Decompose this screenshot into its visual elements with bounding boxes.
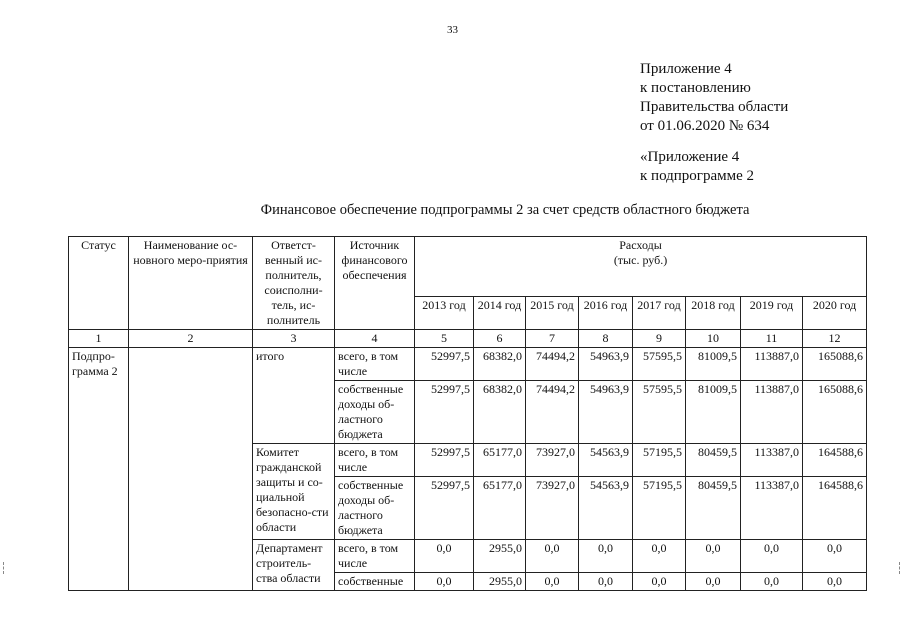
- table-body: [69, 348, 867, 591]
- expense-value-cell: 0,0: [526, 573, 579, 591]
- expense-value-cell: 0,0: [803, 573, 867, 591]
- column-number: 9: [633, 330, 686, 348]
- expense-value-cell: 0,0: [415, 573, 474, 591]
- executor-cell: Департамент строитель-ства области: [253, 540, 335, 591]
- column-number: 8: [579, 330, 633, 348]
- header-status: Статус: [69, 237, 129, 330]
- expense-value-cell: 57595,5: [633, 381, 686, 444]
- header-year: 2017 год: [633, 297, 686, 330]
- expense-value-cell: 54563,9: [579, 477, 633, 540]
- expense-value-cell: 74494,2: [526, 348, 579, 381]
- header-year: 2016 год: [579, 297, 633, 330]
- appendix-line: к постановлению: [640, 80, 751, 96]
- expense-value-cell: 81009,5: [686, 348, 741, 381]
- expense-value-cell: 65177,0: [474, 444, 526, 477]
- expense-value-cell: 165088,6: [803, 348, 867, 381]
- header-year: 2018 год: [686, 297, 741, 330]
- header-year: 2013 год: [415, 297, 474, 330]
- financing-table: [68, 236, 867, 591]
- expense-value-cell: 52997,5: [415, 477, 474, 540]
- expense-value-cell: 0,0: [741, 573, 803, 591]
- column-number: 5: [415, 330, 474, 348]
- column-number: 11: [741, 330, 803, 348]
- expense-value-cell: 0,0: [686, 540, 741, 573]
- expense-value-cell: 54563,9: [579, 444, 633, 477]
- header-year: 2014 год: [474, 297, 526, 330]
- table-row: [69, 348, 867, 381]
- expense-value-cell: 0,0: [415, 540, 474, 573]
- header-expenses-label: Расходы: [619, 238, 662, 252]
- header-year: 2015 год: [526, 297, 579, 330]
- funding-source-cell: собственные: [335, 573, 415, 591]
- appendix-line: Приложение 4: [640, 61, 732, 77]
- column-number: 4: [335, 330, 415, 348]
- expense-value-cell: 54963,9: [579, 381, 633, 444]
- header-activity-name: Наименование ос-новного меро-приятия: [129, 237, 253, 330]
- expense-value-cell: 73927,0: [526, 444, 579, 477]
- scan-edge-mark: [3, 562, 5, 574]
- header-year: 2020 год: [803, 297, 867, 330]
- expense-value-cell: 52997,5: [415, 348, 474, 381]
- column-number: 1: [69, 330, 129, 348]
- expense-value-cell: 52997,5: [415, 381, 474, 444]
- expense-value-cell: 57595,5: [633, 348, 686, 381]
- expense-value-cell: 113887,0: [741, 348, 803, 381]
- activity-name-cell: [129, 348, 253, 591]
- expense-value-cell: 81009,5: [686, 381, 741, 444]
- appendix-line: Правительства области: [640, 99, 789, 115]
- subprogram-appendix-block: [640, 148, 754, 186]
- funding-source-cell: всего, в том числе: [335, 540, 415, 573]
- expense-value-cell: 52997,5: [415, 444, 474, 477]
- expense-value-cell: 0,0: [633, 573, 686, 591]
- expense-value-cell: 0,0: [633, 540, 686, 573]
- column-number: 7: [526, 330, 579, 348]
- executor-cell: итого: [253, 348, 335, 444]
- expense-value-cell: 113887,0: [741, 381, 803, 444]
- header-expenses-unit: (тыс. руб.): [613, 253, 668, 267]
- document-title: Финансовое обеспечение подпрограммы 2 за счет средств областного бюджета: [260, 202, 750, 218]
- expense-value-cell: 68382,0: [474, 348, 526, 381]
- column-number-row: [69, 330, 867, 348]
- appendix-line: к подпрограмме 2: [640, 168, 754, 184]
- expense-value-cell: 0,0: [741, 540, 803, 573]
- appendix-line: «Приложение 4: [640, 149, 740, 165]
- expense-value-cell: 165088,6: [803, 381, 867, 444]
- expense-value-cell: 68382,0: [474, 381, 526, 444]
- expense-value-cell: 0,0: [579, 573, 633, 591]
- expense-value-cell: 74494,2: [526, 381, 579, 444]
- column-number: 2: [129, 330, 253, 348]
- expense-value-cell: 113387,0: [741, 444, 803, 477]
- expense-value-cell: 0,0: [526, 540, 579, 573]
- expense-value-cell: 57195,5: [633, 477, 686, 540]
- header-year: 2019 год: [741, 297, 803, 330]
- column-number: 3: [253, 330, 335, 348]
- funding-source-cell: собственные доходы об-ластного бюджета: [335, 477, 415, 540]
- column-number: 10: [686, 330, 741, 348]
- executor-cell: Комитет гражданской защиты и со-циальной безопасно-сти области: [253, 444, 335, 540]
- expense-value-cell: 54963,9: [579, 348, 633, 381]
- expense-value-cell: 0,0: [579, 540, 633, 573]
- expense-value-cell: 57195,5: [633, 444, 686, 477]
- status-cell: Подпро-грамма 2: [69, 348, 129, 591]
- header-executor: Ответст-венный ис-полнитель, соисполни-тель, ис-полнитель: [253, 237, 335, 330]
- header-funding-source: Источник финансового обеспечения: [335, 237, 415, 330]
- expense-value-cell: 73927,0: [526, 477, 579, 540]
- expense-value-cell: 113387,0: [741, 477, 803, 540]
- expense-value-cell: 80459,5: [686, 477, 741, 540]
- page-number: 33: [447, 24, 458, 36]
- funding-source-cell: собственные доходы об-ластного бюджета: [335, 381, 415, 444]
- expense-value-cell: 65177,0: [474, 477, 526, 540]
- column-number: 6: [474, 330, 526, 348]
- scan-edge-mark: [899, 562, 901, 574]
- expense-value-cell: 164588,6: [803, 477, 867, 540]
- header-expenses: [415, 237, 867, 297]
- funding-source-cell: всего, в том числе: [335, 444, 415, 477]
- funding-source-cell: всего, в том числе: [335, 348, 415, 381]
- appendix-block: [640, 60, 788, 136]
- expense-value-cell: 0,0: [686, 573, 741, 591]
- expense-value-cell: 0,0: [803, 540, 867, 573]
- column-number: 12: [803, 330, 867, 348]
- expense-value-cell: 2955,0: [474, 573, 526, 591]
- expense-value-cell: 2955,0: [474, 540, 526, 573]
- appendix-line: от 01.06.2020 № 634: [640, 118, 770, 134]
- expense-value-cell: 164588,6: [803, 444, 867, 477]
- expense-value-cell: 80459,5: [686, 444, 741, 477]
